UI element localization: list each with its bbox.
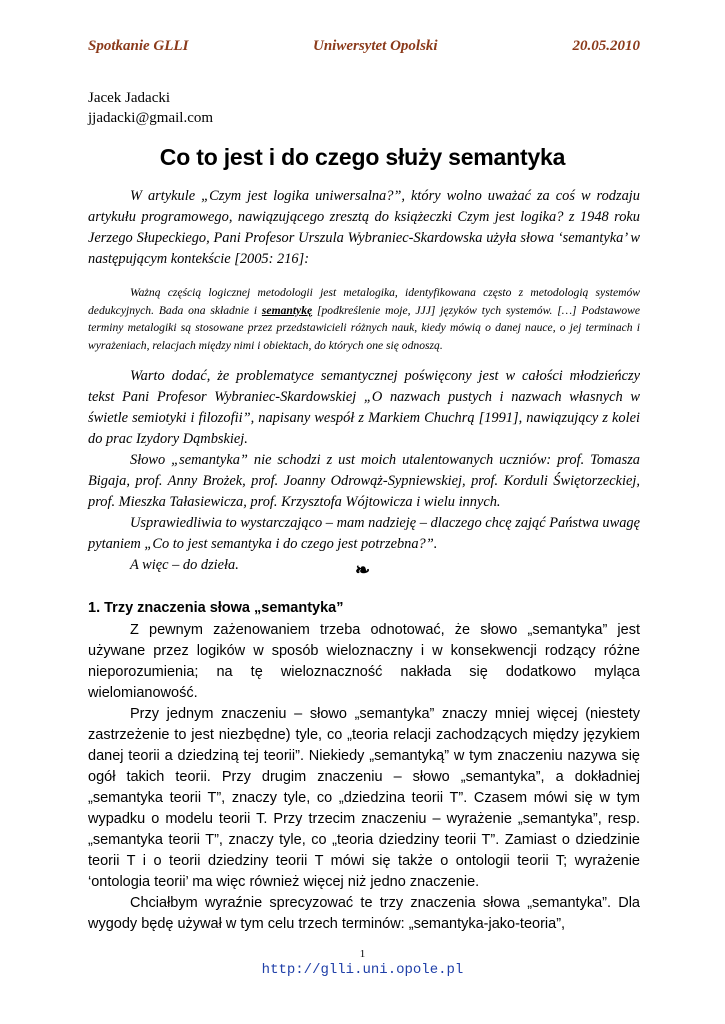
header-event: Spotkanie GLLI bbox=[88, 38, 189, 54]
fleuron-divider-icon: ❧ bbox=[354, 560, 371, 580]
page-header bbox=[88, 38, 640, 60]
header-date: 20.05.2010 bbox=[572, 38, 640, 54]
footer-link[interactable]: http://glli.uni.opole.pl bbox=[261, 962, 464, 978]
author-name: Jacek Jadacki bbox=[88, 90, 171, 106]
body-paragraph-3: Chciałbym wyraźnie sprecyzować te trzy znaczenia słowa „semantyka”. Dla wygody będę używał w tym celu trzech terminów: „semantyka-jako-teoria”, bbox=[88, 895, 640, 932]
after-quote-paragraph-2: Słowo „semantyka” nie schodzi z ust moich utalentowanych uczniów: prof. Tomasza Bigaja, prof. Anny Brożek, prof. Joanny Odrowąż-Sypniewskiej, prof. Korduli Świętorzeckiej, prof. Mieszka Tałasiewicza, prof. Krzysztofa Wójtowicza i wielu innych. bbox=[88, 452, 640, 510]
quote-text-part2: [podkreślenie moje, JJJ] języków tych systemów. […] Podstawowe terminy metalogiki są stosowane przez przedstawicieli różnych nauk, kiedy mówią o danej nauce, o jej terminach i wyrażeniach, relacjach między nimi i obiektach, do których one się odnoszą. bbox=[88, 303, 640, 352]
after-quote-block bbox=[88, 366, 640, 576]
section-body bbox=[88, 620, 640, 935]
quote-emphasis: semantykę bbox=[261, 303, 313, 317]
body-paragraph-2: Przy jednym znaczeniu – słowo „semantyka” znaczy mniej więcej (niestety zastrzeżenie to jest niezbędne) tyle, co „teoria relacji zachodzących między językiem danej teorii a dziedziną tej teorii”. Niekiedy „semantyką” w tym znaczeniu nazywa się ogół takich teorii. Przy drugim znaczeniu – słowo „semantyka”, a dokładniej „semantyka teorii T”, znaczy tyle, co „dziedzina teorii T”. Czasem mówi się w tym wypadku o modelu teorii T. Przy trzecim znaczeniu – wyrażenie „semantyka”, resp. „semantyka teorii T”, znaczy tyle, co „teoria dziedziny teorii T”. Zamiast o dziedzinie teorii T i o teorii dziedziny teorii T mówi się także o ontologii teorii T; wyrażenie ‘ontologia teorii’ ma więc również więcej niż jedno znaczenie. bbox=[88, 706, 640, 890]
quote-paragraph bbox=[88, 284, 640, 354]
body-paragraph-1: Z pewnym zażenowaniem trzeba odnotować, że słowo „semantyka” jest używane przez logików w sposób wieloznaczny i w konsekwencji rodzący różne nieporozumienia; na tę wieloznaczność nakłada się dodatkowo myląca wielomianowość. bbox=[88, 622, 640, 701]
block-quote bbox=[88, 284, 640, 354]
author-email: jjadacki@gmail.com bbox=[88, 110, 214, 126]
after-quote-paragraph-4: A więc – do dzieła. bbox=[130, 557, 239, 573]
intro-paragraph: W artykule „Czym jest logika uniwersalna?”, który wolno uważać za coś w rodzaju artykułu programowego, nawiązującego zresztą do książeczki Czym jest logika? z 1948 roku Jerzego Słupeckiego, Pani Profesor Urszula Wybraniec-Skardowska użyła słowa ‘semantyka’ w następującym kontekście [2005: 216]: bbox=[88, 188, 640, 267]
after-quote-paragraph-3: Usprawiedliwia to wystarczająco – mam nadzieję – dlaczego chcę zająć Państwa uwagę pytaniem „Co to jest semantyka i do czego jest potrzebna?”. bbox=[88, 515, 640, 552]
section-heading: 1. Trzy znaczenia słowa „semantyka” bbox=[88, 600, 344, 616]
page-title: Co to jest i do czego służy semantyka bbox=[159, 144, 566, 170]
intro-block bbox=[88, 186, 640, 270]
after-quote-paragraph-1: Warto dodać, że problematyce semantycznej poświęcony jest w całości młodzieńczy tekst Pani Profesor Wybraniec-Skardowskiej „O nazwach pustych i nazwach własnych w świetle semiotyki i filozofii”, napisany wespół z Markiem Chuchrą [1991], nawiązujący z kolei do prac Izydory Dąmbskiej. bbox=[88, 368, 640, 447]
author-block bbox=[88, 88, 213, 128]
header-university: Uniwersytet Opolski bbox=[313, 38, 438, 54]
quote-text-part1: Ważną częścią logicznej metodologii jest metalogika, identyfikowana często z metodologią systemów dedukcyjnych. Bada ona składnie i bbox=[88, 286, 640, 317]
page-number: 1 bbox=[359, 948, 366, 960]
